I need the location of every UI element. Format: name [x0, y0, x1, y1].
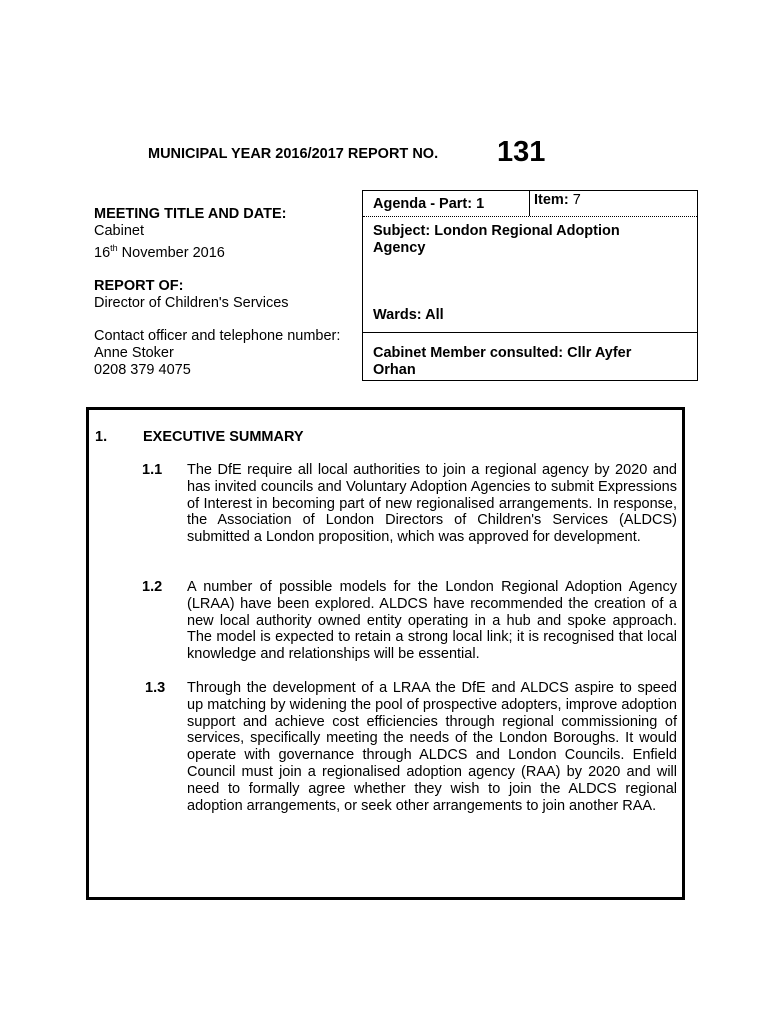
date-suffix: th [110, 243, 118, 253]
report-of-label: REPORT OF: [94, 277, 184, 294]
item-label: Item: [534, 192, 569, 208]
meeting-label: MEETING TITLE AND DATE: [94, 206, 287, 222]
divider [529, 191, 530, 216]
paragraph: Through the development of a LRAA the DfE and ALDCS aspire to speed up matching by widening the pool of prospective adopters, improve adoption support and achieve cost efficiencies through regional commissioning of services, specifically meeting the needs of the London Boroughs. It would operate with governance through ALDCS and London Councils. Enfield Council must join a regionalised adoption agency (RAA) by 2020 and will need to formally agree whether they wish to join the ALDCS regional adoption arrangements, or seek other arrangements to join another RAA. [187, 680, 677, 814]
paragraph-number: 1.3 [145, 680, 166, 696]
meeting-info [94, 206, 340, 379]
contact-name: Anne Stoker [94, 344, 174, 361]
section-number: 1. [95, 429, 108, 445]
section-heading: EXECUTIVE SUMMARY [143, 429, 304, 445]
contact-phone: 0208 379 4075 [94, 361, 191, 378]
paragraph-number: 1.1 [142, 462, 163, 478]
paragraph: The DfE require all local authorities to join a regional agency by 2020 and has invited councils and Voluntary Adoption Agencies to submit Expressions of Interest in becoming part of new regionalised arrangements. In response, the Association of London Directors of Children's Services (ALDCS) submitted a London proposition, which was approved for development. [187, 462, 677, 546]
report-number: 131 [497, 136, 546, 168]
report-of-value: Director of Children's Services [94, 294, 289, 311]
meeting-date [94, 240, 340, 262]
meeting-name: Cabinet [94, 223, 144, 239]
item-value: 7 [572, 192, 581, 208]
subject-line: Agency [373, 240, 426, 256]
date-rest: November 2016 [117, 244, 225, 261]
subject [373, 223, 620, 257]
wards: Wards: All [373, 307, 444, 323]
subject-line: Subject: London Regional Adoption [373, 223, 620, 239]
contact-label: Contact officer and telephone number: [94, 327, 341, 344]
agenda-table [362, 190, 698, 381]
report-title: MUNICIPAL YEAR 2016/2017 REPORT NO. [148, 146, 439, 162]
paragraph: A number of possible models for the London Regional Adoption Agency (LRAA) have been explored. ALDCS have recommended the creation of a new local authority owned entity operating in a hub and spoke approach. The model is expected to retain a strong local link; it is recognised that local knowledge and relationships will be essential. [187, 579, 677, 663]
cabinet-line: Orhan [373, 362, 416, 378]
item [534, 192, 581, 209]
date-day: 16 [94, 244, 111, 261]
divider [363, 332, 697, 333]
cabinet-member [373, 345, 631, 379]
executive-summary-box [86, 407, 685, 900]
paragraph-number: 1.2 [142, 579, 163, 595]
agenda-part: Agenda - Part: 1 [373, 196, 485, 212]
cabinet-line: Cabinet Member consulted: Cllr Ayfer [373, 345, 632, 361]
